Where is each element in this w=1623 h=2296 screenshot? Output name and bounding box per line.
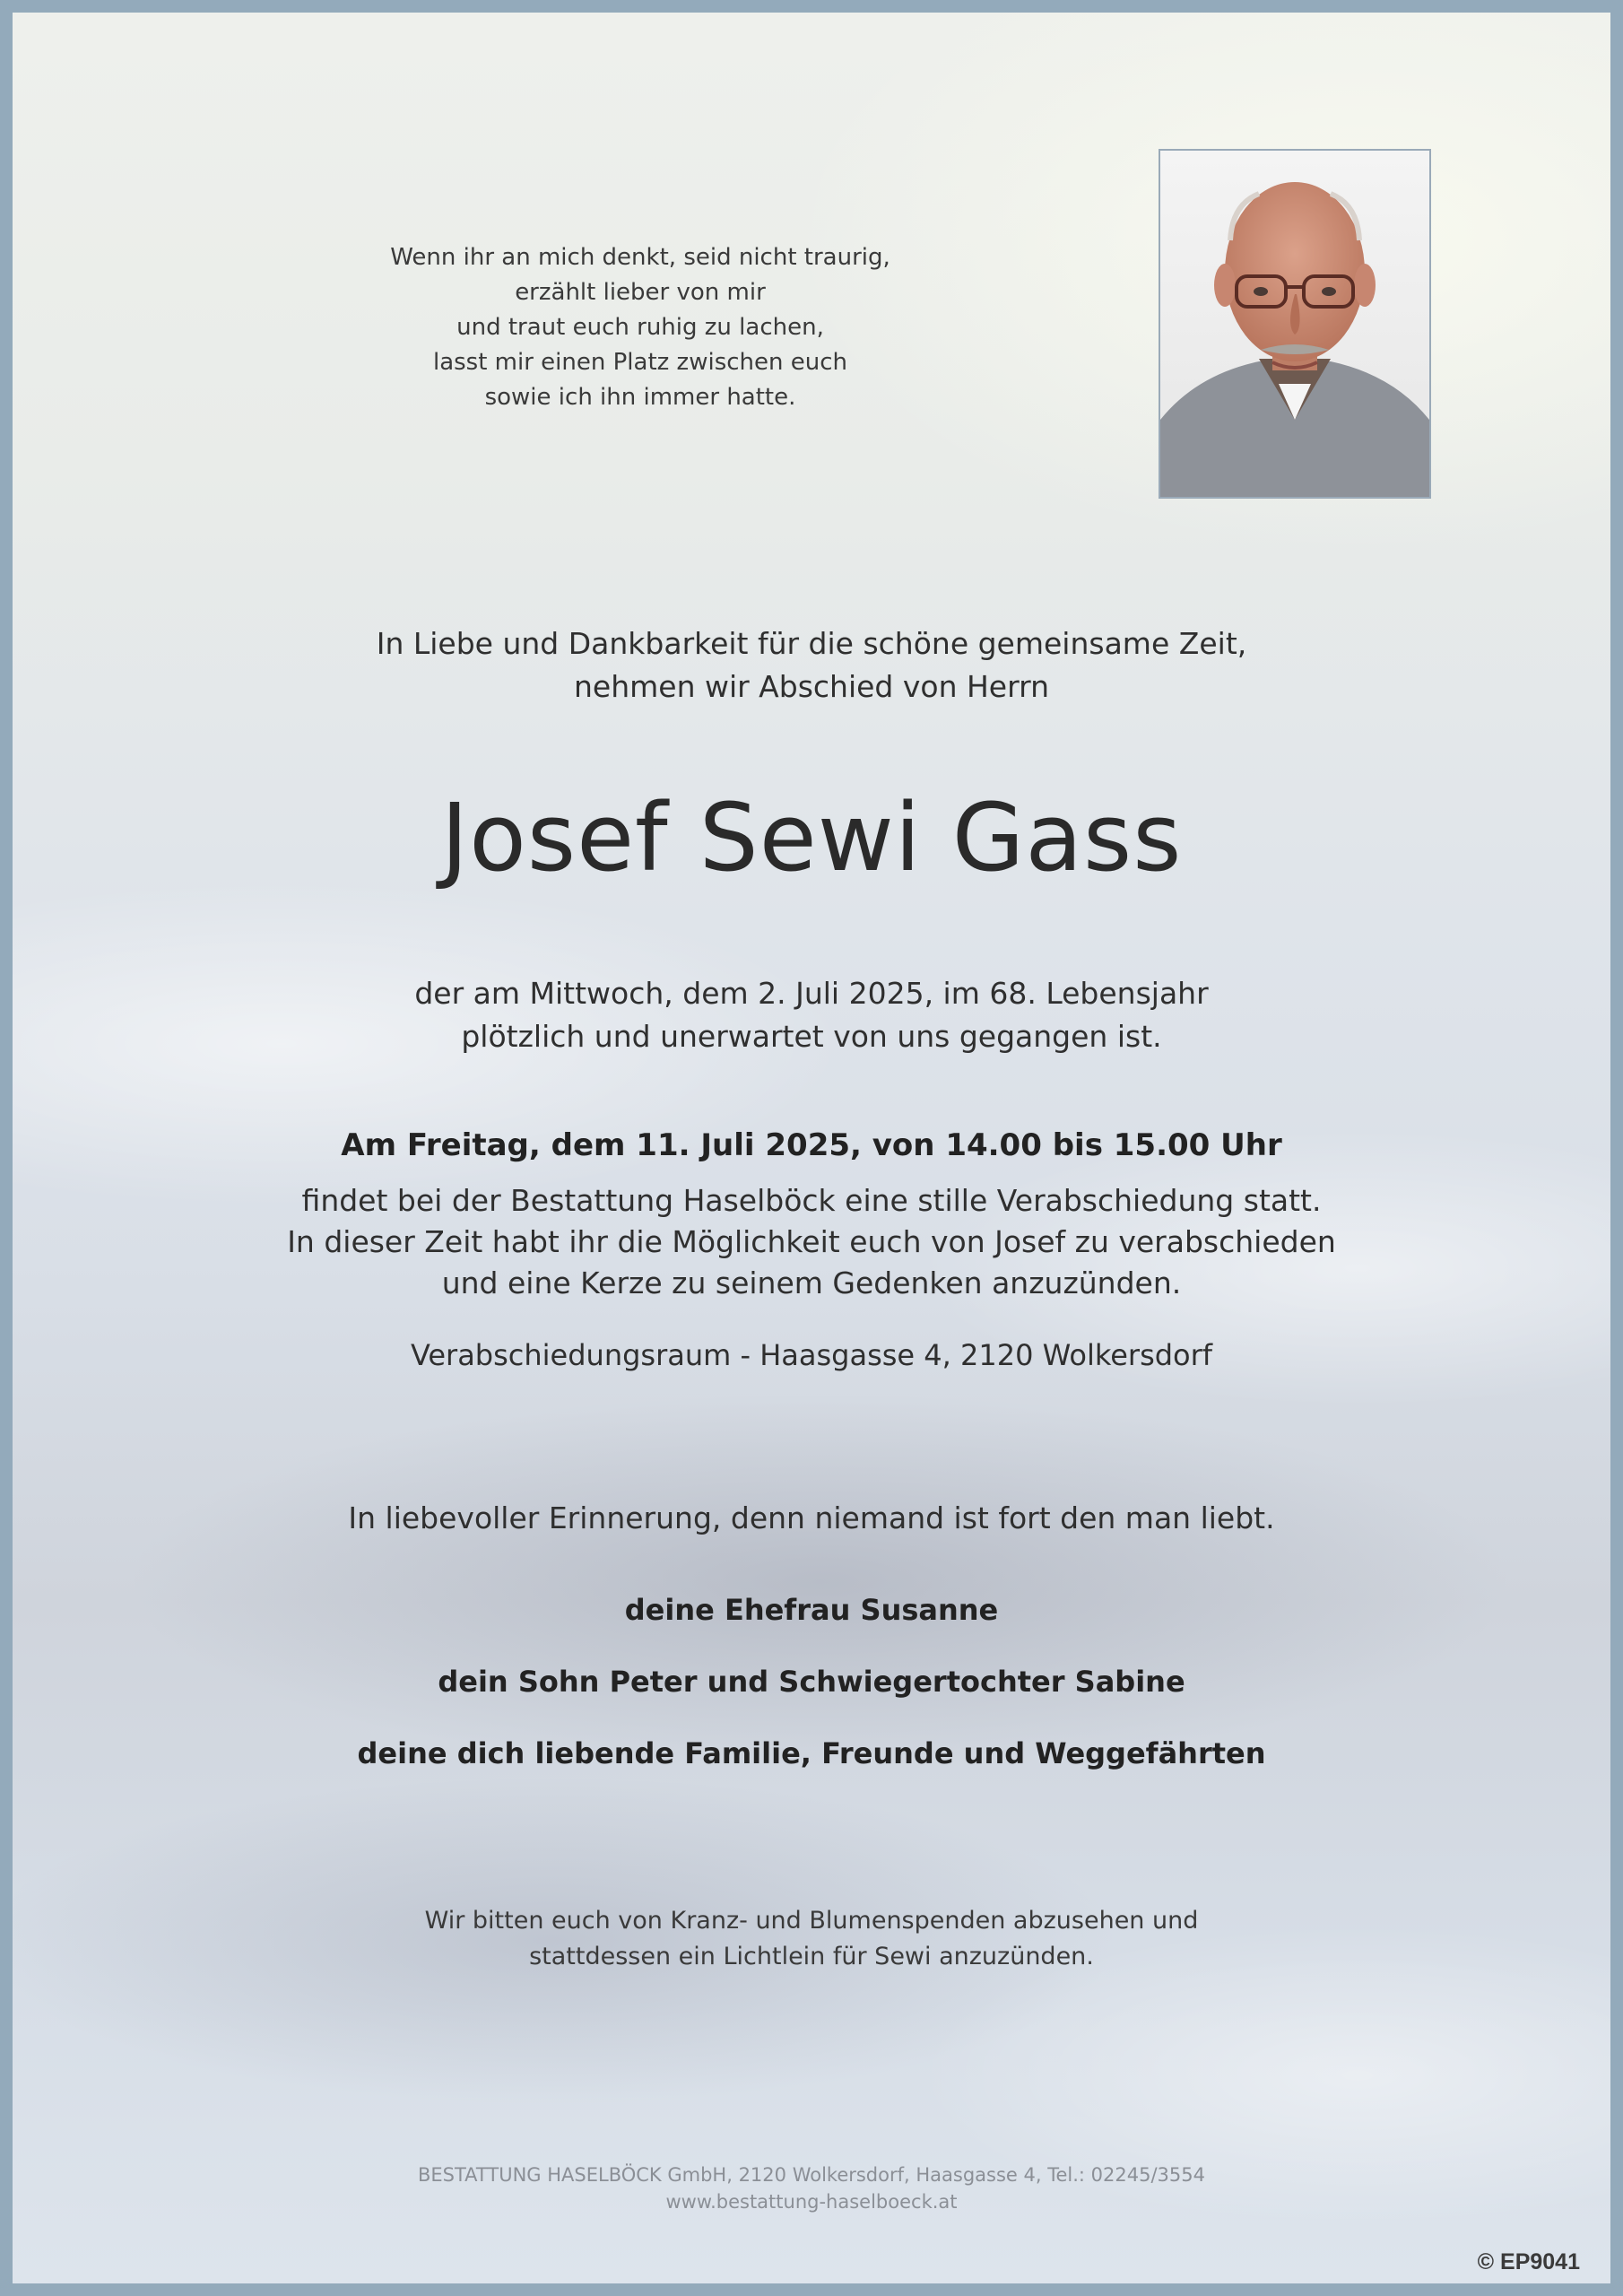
family-list — [13, 1589, 1610, 1805]
ceremony-line: und eine Kerze zu seinem Gedenken anzuzünden. — [441, 1265, 1182, 1300]
request-line: stattdessen ein Lichtlein für Sewi anzuzünden. — [529, 1943, 1094, 1970]
poem-line: sowie ich ihn immer hatte. — [484, 384, 796, 411]
poem-line: und traut euch ruhig zu lachen, — [456, 314, 824, 341]
ceremony-line: In dieser Zeit habt ihr die Möglichkeit euch von Josef zu verabschieden — [287, 1224, 1336, 1259]
death-notice — [13, 972, 1610, 1058]
portrait-photo — [1159, 149, 1431, 499]
memory-quote: In liebevoller Erinnerung, denn niemand ist fort den man liebt. — [348, 1500, 1275, 1535]
request-line: Wir bitten euch von Kranz- und Blumenspenden abzusehen und — [424, 1907, 1199, 1935]
deceased-name: Josef Sewi Gass — [440, 783, 1183, 892]
ceremony-location: Verabschiedungsraum - Haasgasse 4, 2120 Wolkersdorf — [410, 1338, 1213, 1372]
intro-line: In Liebe und Dankbarkeit für die schöne gemeinsame Zeit, — [376, 626, 1247, 661]
family-member: deine dich liebende Familie, Freunde und Weggefährten — [357, 1736, 1266, 1770]
footer — [13, 2161, 1610, 2215]
family-member: dein Sohn Peter und Schwiegertochter Sabine — [438, 1665, 1185, 1699]
poem-line: erzählt lieber von mir — [515, 279, 766, 306]
family-member: deine Ehefrau Susanne — [624, 1593, 999, 1627]
footer-company: BESTATTUNG HASELBÖCK GmbH, 2120 Wolkersdorf, Haasgasse 4, Tel.: 02245/3554 — [417, 2164, 1205, 2186]
ceremony-text — [13, 1180, 1610, 1304]
donation-request — [13, 1903, 1610, 1975]
death-line: der am Mittwoch, dem 2. Juli 2025, im 68. Lebensjahr — [414, 976, 1209, 1011]
ceremony-line: findet bei der Bestattung Haselböck eine stille Verabschiedung statt. — [301, 1183, 1322, 1218]
poem-line: Wenn ihr an mich denkt, seid nicht traurig, — [390, 244, 890, 271]
portrait-image — [1160, 151, 1429, 497]
document-code: © EP9041 — [1477, 2249, 1580, 2274]
poem — [282, 240, 999, 415]
intro-line: nehmen wir Abschied von Herrn — [573, 669, 1049, 704]
death-line: plötzlich und unerwartet von uns gegangen ist. — [461, 1019, 1162, 1054]
poem-line: lasst mir einen Platz zwischen euch — [432, 349, 848, 376]
footer-website: www.bestattung-haselboeck.at — [665, 2191, 958, 2213]
intro-text — [13, 622, 1610, 709]
ceremony-date: Am Freitag, dem 11. Juli 2025, von 14.00 bis 15.00 Uhr — [341, 1127, 1282, 1163]
